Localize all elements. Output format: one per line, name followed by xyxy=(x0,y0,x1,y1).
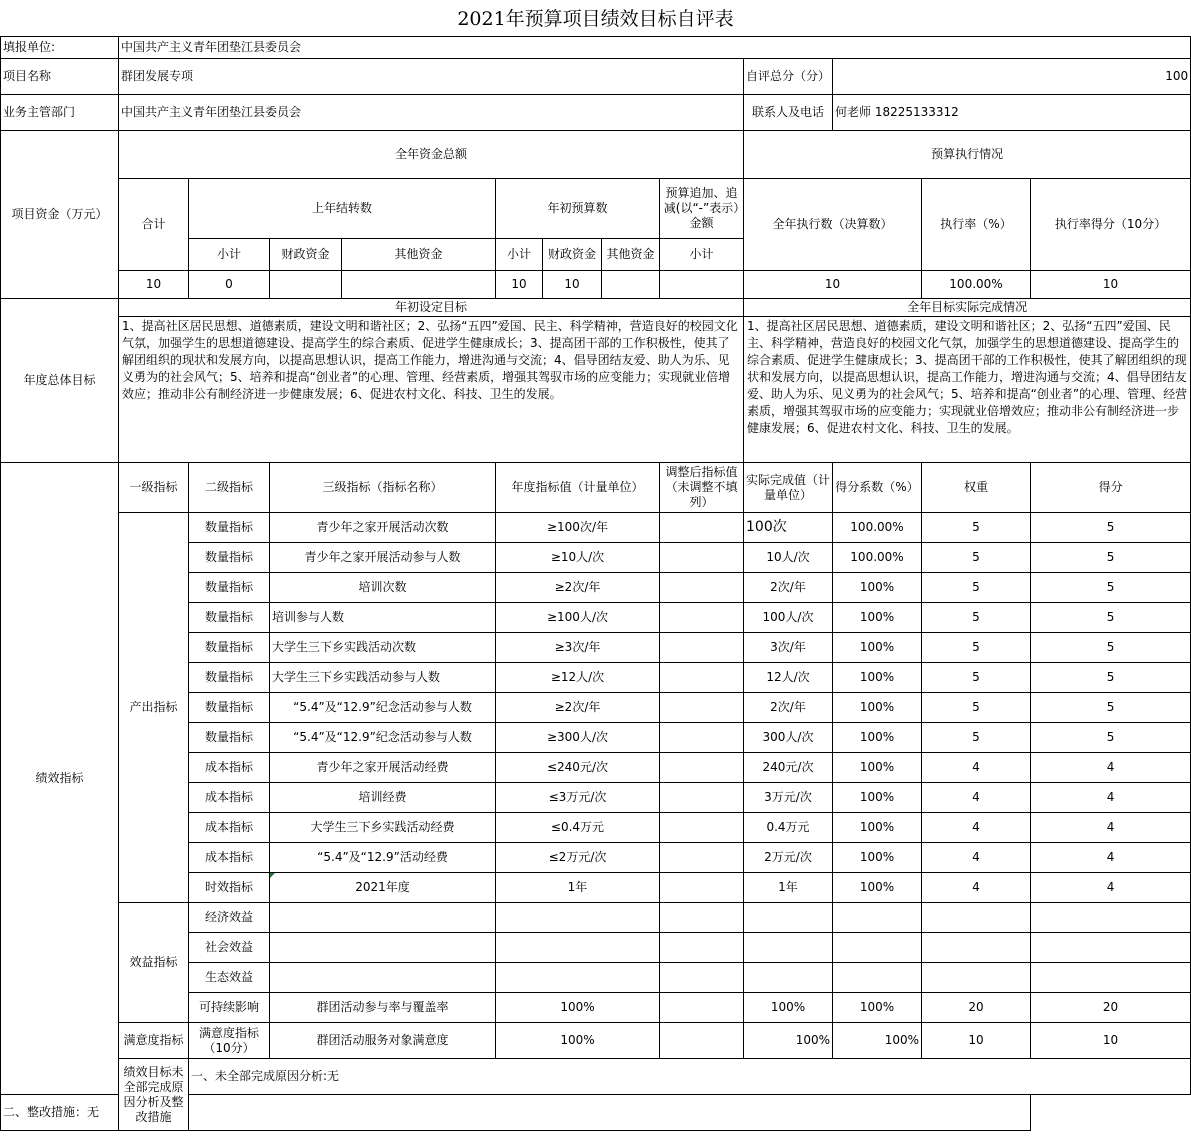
indicator-adjusted xyxy=(660,603,744,633)
indicator-score xyxy=(1031,963,1191,993)
indicator-level2: 数量指标 xyxy=(189,663,270,693)
indicator-level2: 成本指标 xyxy=(189,843,270,873)
indicator-weight: 20 xyxy=(922,993,1031,1023)
indicator-weight: 5 xyxy=(922,663,1031,693)
indicator-adjusted xyxy=(660,543,744,573)
indicator-score: 4 xyxy=(1031,873,1191,903)
indicators-label: 绩效指标 xyxy=(1,463,119,1095)
indicator-name: 青少年之家开展活动经费 xyxy=(270,753,496,783)
indicator-name: 群团活动参与率与覆盖率 xyxy=(270,993,496,1023)
indicator-level2: 数量指标 xyxy=(189,513,270,543)
indicator-target xyxy=(496,963,660,993)
indicator-score: 5 xyxy=(1031,723,1191,753)
indicator-coef: 100% xyxy=(833,603,922,633)
indicator-actual: 2次/年 xyxy=(744,693,833,723)
footer-label: 绩效目标未全部完成原因分析及整改措施 xyxy=(119,1059,189,1131)
funds-sub-label: 其他资金 xyxy=(602,239,660,271)
indicator-coef: 100% xyxy=(833,693,922,723)
funds-exec-rate-label: 执行率（%） xyxy=(922,179,1031,271)
indicator-level2: 生态效益 xyxy=(189,963,270,993)
indicator-target: ≥300人/次 xyxy=(496,723,660,753)
indicator-weight: 5 xyxy=(922,573,1031,603)
indicator-weight: 4 xyxy=(922,753,1031,783)
indicator-coef: 100% xyxy=(833,783,922,813)
benefit-label: 效益指标 xyxy=(119,903,189,1023)
indicator-weight: 5 xyxy=(922,513,1031,543)
indicator-name: “5.4”及“12.9”纪念活动参与人数 xyxy=(270,693,496,723)
indicator-weight: 5 xyxy=(922,603,1031,633)
indicator-coef: 100% xyxy=(833,873,922,903)
indicator-actual: 2万元/次 xyxy=(744,843,833,873)
indicator-actual: 3次/年 xyxy=(744,633,833,663)
indicator-score: 20 xyxy=(1031,993,1191,1023)
indicator-weight: 4 xyxy=(922,873,1031,903)
indicator-actual xyxy=(744,903,833,933)
indicator-coef xyxy=(833,963,922,993)
indicator-adjusted xyxy=(660,663,744,693)
funds-init-other xyxy=(602,271,660,299)
indicator-actual: 240元/次 xyxy=(744,753,833,783)
indicator-header: 实际完成值（计量单位） xyxy=(744,463,833,513)
funds-label: 项目资金（万元） xyxy=(1,131,119,299)
indicator-name: 大学生三下乡实践活动次数 xyxy=(270,633,496,663)
indicator-adjusted xyxy=(660,993,744,1023)
funds-adjust-label: 预算追加、追减(以“-”表示）金额 xyxy=(660,179,744,239)
funds-sum: 10 xyxy=(119,271,189,299)
indicator-level2: 数量指标 xyxy=(189,543,270,573)
indicator-header: 权重 xyxy=(922,463,1031,513)
indicator-target: ≥2次/年 xyxy=(496,573,660,603)
funds-prev-fiscal xyxy=(270,271,342,299)
indicator-adjusted xyxy=(660,843,744,873)
indicator-level2: 数量指标 xyxy=(189,603,270,633)
indicator-adjusted xyxy=(660,573,744,603)
indicator-weight: 5 xyxy=(922,693,1031,723)
indicator-target: ≤240元/次 xyxy=(496,753,660,783)
indicator-target: ≥3次/年 xyxy=(496,633,660,663)
indicator-target: ≤3万元/次 xyxy=(496,783,660,813)
indicator-score: 4 xyxy=(1031,843,1191,873)
indicator-actual: 100% xyxy=(744,1023,833,1059)
indicator-weight: 10 xyxy=(922,1023,1031,1059)
indicator-coef xyxy=(833,903,922,933)
indicator-level2: 数量指标 xyxy=(189,693,270,723)
project-value: 群团发展专项 xyxy=(119,59,744,95)
indicator-adjusted xyxy=(660,723,744,753)
indicator-target: ≥100次/年 xyxy=(496,513,660,543)
funds-sub-label: 其他资金 xyxy=(342,239,496,271)
indicator-weight: 4 xyxy=(922,813,1031,843)
funds-sub-label: 小计 xyxy=(660,239,744,271)
indicator-level2: 成本指标 xyxy=(189,753,270,783)
indicator-actual xyxy=(744,963,833,993)
indicator-name: 群团活动服务对象满意度 xyxy=(270,1023,496,1059)
goals-actual-text: 1、提高社区居民思想、道德素质，建设文明和谐社区；2、弘扬“五四”爱国、民主、科学精神，营造良好的校园文化气氛，加强学生的思想道德建设、提高学生的综合素质、促进学生健康成长；3、提高团干部的工作积极性，使其了解团组织的现状和发展方向，以提高思想认识，提高工作能力，增进沟通与交流；4、倡导团结友爱、助人为乐、见义勇为的社会风气；5、培养和提高“创业者”的心理、管理、经营素质，增强其驾驭市场的应变能力；实现就业倍增效应；推动非公有制经济进一步健康发展；6、促进农村文化、科技、卫生的发展。 xyxy=(744,317,1191,463)
indicator-actual: 2次/年 xyxy=(744,573,833,603)
indicator-level2: 可持续影响 xyxy=(189,993,270,1023)
indicator-coef: 100.00% xyxy=(833,513,922,543)
indicator-coef: 100% xyxy=(833,753,922,783)
indicator-score: 5 xyxy=(1031,603,1191,633)
indicator-target: ≥12人/次 xyxy=(496,663,660,693)
indicator-target: 100% xyxy=(496,993,660,1023)
score-label: 自评总分（分） xyxy=(744,59,833,95)
goals-plan-header: 年初设定目标 xyxy=(119,299,744,317)
funds-exec-num-label: 全年执行数（决算数） xyxy=(744,179,922,271)
indicator-adjusted xyxy=(660,633,744,663)
indicator-adjusted xyxy=(660,933,744,963)
indicator-name: 培训经费 xyxy=(270,783,496,813)
indicator-actual: 100% xyxy=(744,993,833,1023)
indicator-header: 调整后指标值（未调整不填列） xyxy=(660,463,744,513)
indicator-score: 5 xyxy=(1031,543,1191,573)
indicator-weight: 5 xyxy=(922,543,1031,573)
indicator-name: 培训参与人数 xyxy=(270,603,496,633)
indicator-name xyxy=(270,903,496,933)
funds-prev-sub: 0 xyxy=(189,271,270,299)
funds-prev-other xyxy=(342,271,496,299)
indicator-header: 年度指标值（计量单位） xyxy=(496,463,660,513)
indicator-coef: 100% xyxy=(833,1023,922,1059)
funds-exec-header: 预算执行情况 xyxy=(744,131,1191,179)
indicator-name: “5.4”及“12.9”纪念活动参与人数 xyxy=(270,723,496,753)
indicator-actual xyxy=(744,933,833,963)
indicator-weight xyxy=(922,963,1031,993)
indicator-actual: 12人/次 xyxy=(744,663,833,693)
funds-exec-score: 10 xyxy=(1031,271,1191,299)
indicator-level2: 经济效益 xyxy=(189,903,270,933)
indicator-weight: 4 xyxy=(922,843,1031,873)
funds-init-label: 年初预算数 xyxy=(496,179,660,239)
satisfaction-label: 满意度指标 xyxy=(119,1023,189,1059)
unit-value: 中国共产主义青年团垫江县委员会 xyxy=(119,37,1191,59)
indicator-target: ≥10人/次 xyxy=(496,543,660,573)
funds-sub-label: 财政资金 xyxy=(270,239,342,271)
output-label: 产出指标 xyxy=(119,513,189,903)
indicator-target xyxy=(496,933,660,963)
funds-adjust-sub xyxy=(660,271,744,299)
indicator-target: ≤2万元/次 xyxy=(496,843,660,873)
funds-exec-num: 10 xyxy=(744,271,922,299)
indicator-score: 5 xyxy=(1031,693,1191,723)
indicator-name: 大学生三下乡实践活动参与人数 xyxy=(270,663,496,693)
indicator-coef: 100% xyxy=(833,813,922,843)
indicator-name xyxy=(270,963,496,993)
indicator-name: 青少年之家开展活动参与人数 xyxy=(270,543,496,573)
indicator-actual: 300人/次 xyxy=(744,723,833,753)
indicator-header: 一级指标 xyxy=(119,463,189,513)
indicator-level2: 数量指标 xyxy=(189,723,270,753)
indicator-level2: 社会效益 xyxy=(189,933,270,963)
indicator-level2: 成本指标 xyxy=(189,813,270,843)
indicator-score: 4 xyxy=(1031,813,1191,843)
indicator-coef: 100.00% xyxy=(833,543,922,573)
indicator-score: 5 xyxy=(1031,573,1191,603)
unit-label: 填报单位: xyxy=(1,37,119,59)
indicator-target: 100% xyxy=(496,1023,660,1059)
indicator-target: ≥2次/年 xyxy=(496,693,660,723)
indicator-level2: 成本指标 xyxy=(189,783,270,813)
dept-label: 业务主管部门 xyxy=(1,95,119,131)
project-label: 项目名称 xyxy=(1,59,119,95)
indicator-score: 4 xyxy=(1031,783,1191,813)
indicator-adjusted xyxy=(660,513,744,543)
indicator-score xyxy=(1031,903,1191,933)
contact-value: 何老师 18225133312 xyxy=(833,95,1191,131)
indicator-target: ≥100人/次 xyxy=(496,603,660,633)
indicator-adjusted xyxy=(660,963,744,993)
indicator-coef: 100% xyxy=(833,993,922,1023)
indicator-level2: 数量指标 xyxy=(189,633,270,663)
indicator-target: ≤0.4万元 xyxy=(496,813,660,843)
funds-total-header: 全年资金总额 xyxy=(119,131,744,179)
contact-label: 联系人及电话 xyxy=(744,95,833,131)
funds-sub-label: 小计 xyxy=(496,239,543,271)
indicator-actual: 100人/次 xyxy=(744,603,833,633)
indicator-weight: 4 xyxy=(922,783,1031,813)
indicator-name: “5.4”及“12.9”活动经费 xyxy=(270,843,496,873)
indicator-name: 大学生三下乡实践活动经费 xyxy=(270,813,496,843)
indicator-weight xyxy=(922,903,1031,933)
indicator-weight: 5 xyxy=(922,723,1031,753)
indicator-coef: 100% xyxy=(833,573,922,603)
indicator-coef: 100% xyxy=(833,663,922,693)
indicator-score: 10 xyxy=(1031,1023,1191,1059)
indicator-adjusted xyxy=(660,753,744,783)
goals-actual-header: 全年目标实际完成情况 xyxy=(744,299,1191,317)
indicator-adjusted xyxy=(660,903,744,933)
indicator-actual: 0.4万元 xyxy=(744,813,833,843)
indicator-actual: 10人/次 xyxy=(744,543,833,573)
indicator-name xyxy=(270,933,496,963)
indicator-adjusted xyxy=(660,873,744,903)
indicator-adjusted xyxy=(660,783,744,813)
funds-sub-label: 财政资金 xyxy=(543,239,602,271)
indicator-score: 5 xyxy=(1031,633,1191,663)
indicator-score: 5 xyxy=(1031,513,1191,543)
goals-label: 年度总体目标 xyxy=(1,299,119,463)
funds-exec-score-label: 执行率得分（10分） xyxy=(1031,179,1191,271)
funds-init-fiscal: 10 xyxy=(543,271,602,299)
indicator-header: 三级指标（指标名称） xyxy=(270,463,496,513)
indicator-target: 1年 xyxy=(496,873,660,903)
indicator-score: 5 xyxy=(1031,663,1191,693)
indicator-level2: 数量指标 xyxy=(189,573,270,603)
indicator-adjusted xyxy=(660,813,744,843)
indicator-actual: 100次 xyxy=(744,513,833,543)
page-title: 2021年预算项目绩效目标自评表 xyxy=(457,8,734,30)
indicator-weight: 5 xyxy=(922,633,1031,663)
indicator-adjusted xyxy=(660,693,744,723)
indicator-score: 4 xyxy=(1031,753,1191,783)
indicator-header: 得分 xyxy=(1031,463,1191,513)
funds-sum-label: 合计 xyxy=(119,179,189,271)
goals-plan-text: 1、提高社区居民思想、道德素质，建设文明和谐社区；2、弘扬“五四”爱国、民主、科学精神，营造良好的校园文化气氛，加强学生的思想道德建设、提高学生的综合素质、促进学生健康成长；3、提高团干部的工作积极性，使其了解团组织的现状和发展方向，以提高思想认识，提高工作能力，增进沟通与交流；4、倡导团结友爱、助人为乐、见义勇为的社会风气；5、培养和提高“创业者”的心理、管理、经营素质，增强其驾驭市场的应变能力；实现就业倍增效应；推动非公有制经济进一步健康发展；6、促进农村文化、科技、卫生的发展。 xyxy=(119,317,744,463)
indicator-coef: 100% xyxy=(833,633,922,663)
indicator-coef xyxy=(833,933,922,963)
indicator-name: 培训次数 xyxy=(270,573,496,603)
dept-value: 中国共产主义青年团垫江县委员会 xyxy=(119,95,744,131)
footer-reason: 一、未全部完成原因分析:无 xyxy=(189,1059,1191,1095)
funds-exec-rate: 100.00% xyxy=(922,271,1031,299)
indicator-weight xyxy=(922,933,1031,963)
indicator-adjusted xyxy=(660,1023,744,1059)
indicator-level2: 满意度指标（10分） xyxy=(189,1023,270,1059)
indicator-header: 二级指标 xyxy=(189,463,270,513)
indicator-actual: 1年 xyxy=(744,873,833,903)
funds-prev-label: 上年结转数 xyxy=(189,179,496,239)
funds-sub-label: 小计 xyxy=(189,239,270,271)
indicator-coef: 100% xyxy=(833,843,922,873)
score-value: 100 xyxy=(833,59,1191,95)
evaluation-table xyxy=(0,36,1191,1131)
indicator-actual: 3万元/次 xyxy=(744,783,833,813)
indicator-target xyxy=(496,903,660,933)
indicator-score xyxy=(1031,933,1191,963)
indicator-name: 青少年之家开展活动次数 xyxy=(270,513,496,543)
funds-init-sub: 10 xyxy=(496,271,543,299)
indicator-coef: 100% xyxy=(833,723,922,753)
footer-measures: 二、整改措施：无 xyxy=(1,1095,1031,1131)
indicator-level2: 时效指标 xyxy=(189,873,270,903)
indicator-header: 得分系数（%） xyxy=(833,463,922,513)
indicator-name: 2021年度 xyxy=(270,873,496,903)
